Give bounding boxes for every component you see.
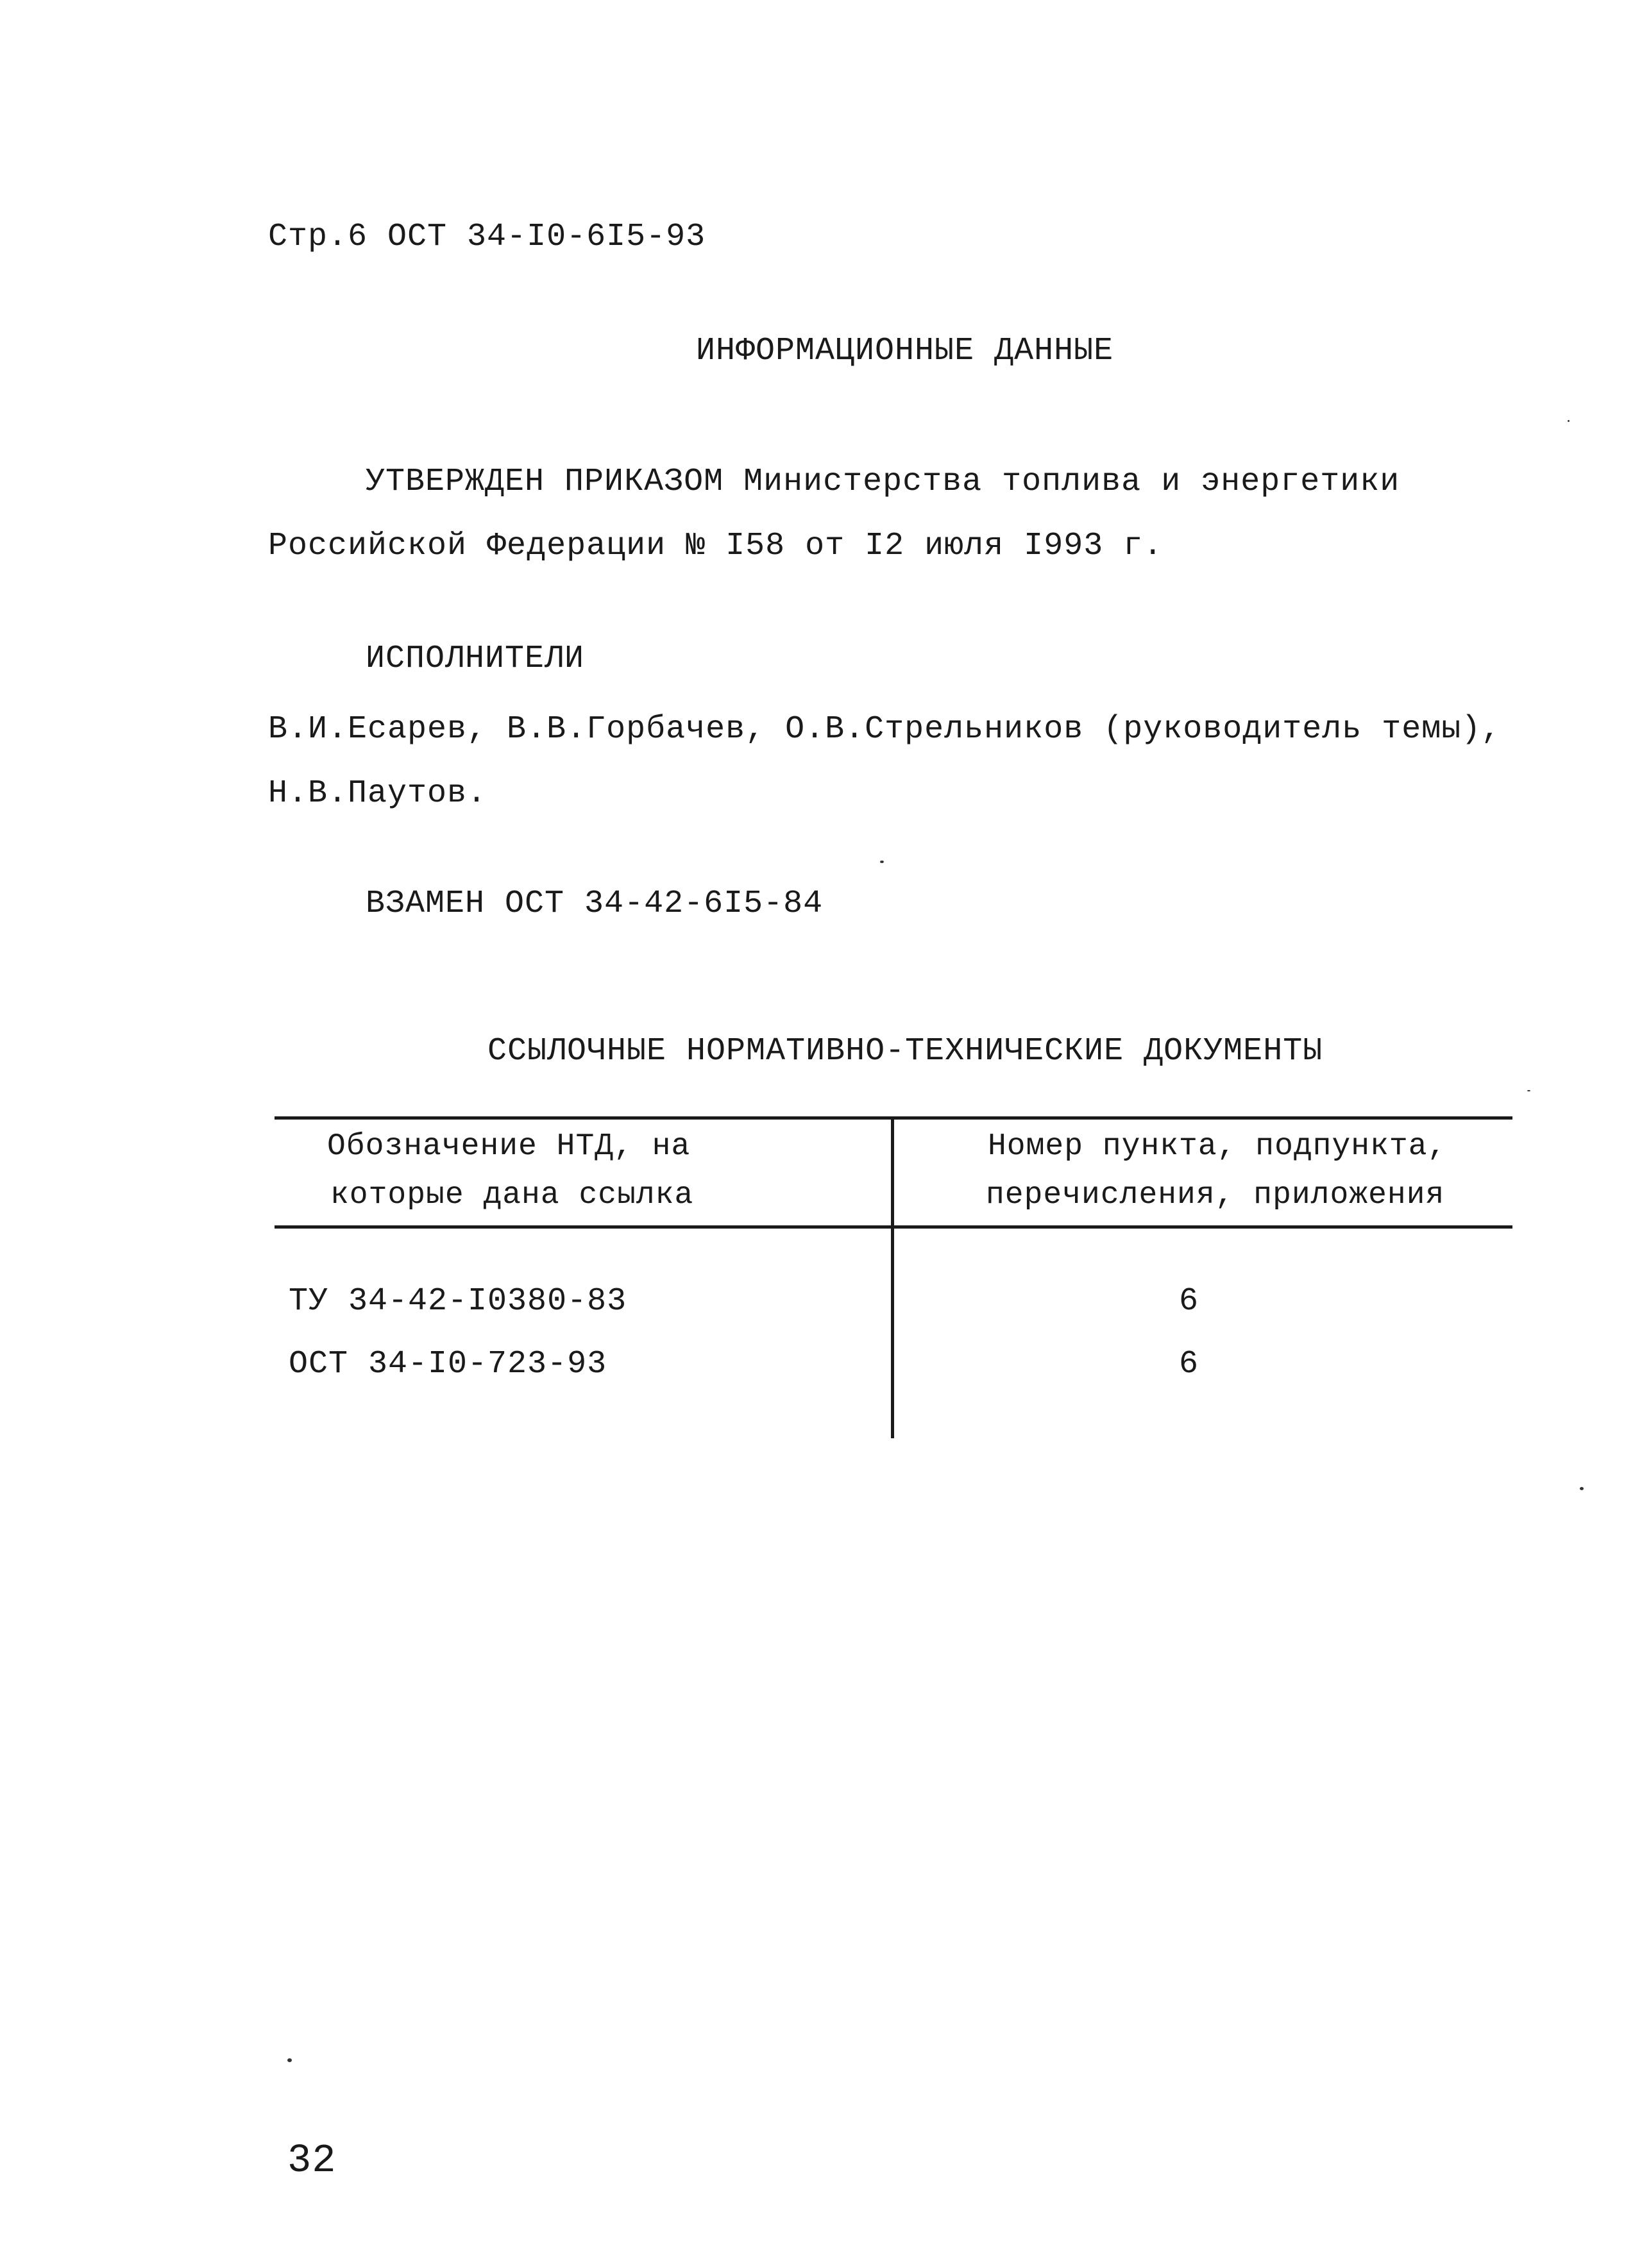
scan-speck <box>880 861 884 863</box>
authors-heading: ИСПОЛНИТЕЛИ <box>366 641 585 677</box>
table-cell-document: ОСТ 34-I0-723-93 <box>289 1346 607 1382</box>
column-header-clause-line-1: Номер пункта, подпункта, <box>988 1129 1447 1164</box>
table-cell-document: ТУ 34-42-I0380-83 <box>289 1283 627 1320</box>
scan-speck <box>1527 1090 1530 1091</box>
scan-speck <box>1580 1487 1584 1490</box>
table-column-divider <box>891 1118 894 1438</box>
info-section-title: ИНФОРМАЦИОННЫЕ ДАННЫЕ <box>696 333 1114 369</box>
authors-line-1: В.И.Есарев, В.В.Горбачев, О.В.Стрельников (руководитель темы), <box>268 711 1502 748</box>
table-cell-clause: 6 <box>1179 1283 1199 1320</box>
table-cell-clause: 6 <box>1179 1346 1199 1382</box>
scan-speck <box>1568 420 1570 422</box>
replaces-statement: ВЗАМЕН ОСТ 34-42-6I5-84 <box>366 886 824 922</box>
column-header-clause-line-2: перечисления, приложения <box>986 1178 1445 1213</box>
approved-line-1: УТВЕРЖДЕН ПРИКАЗОМ Министерства топлива и энергетики <box>366 464 1400 500</box>
authors-line-2: Н.В.Паутов. <box>268 775 487 812</box>
approved-line-2: Российской Федерации № I58 от I2 июля I993 г. <box>268 528 1164 564</box>
column-header-document-line-2: которые дана ссылка <box>330 1178 694 1213</box>
column-header-document-line-1: Обозначение НТД, на <box>327 1129 691 1164</box>
references-title: ССЫЛОЧНЫЕ НОРМАТИВНО-ТЕХНИЧЕСКИЕ ДОКУМЕНТЫ <box>487 1033 1323 1070</box>
page-header: Стр.6 ОСТ 34-I0-6I5-93 <box>268 219 706 255</box>
scan-speck <box>287 2058 292 2062</box>
page-number: 32 <box>287 2138 337 2183</box>
